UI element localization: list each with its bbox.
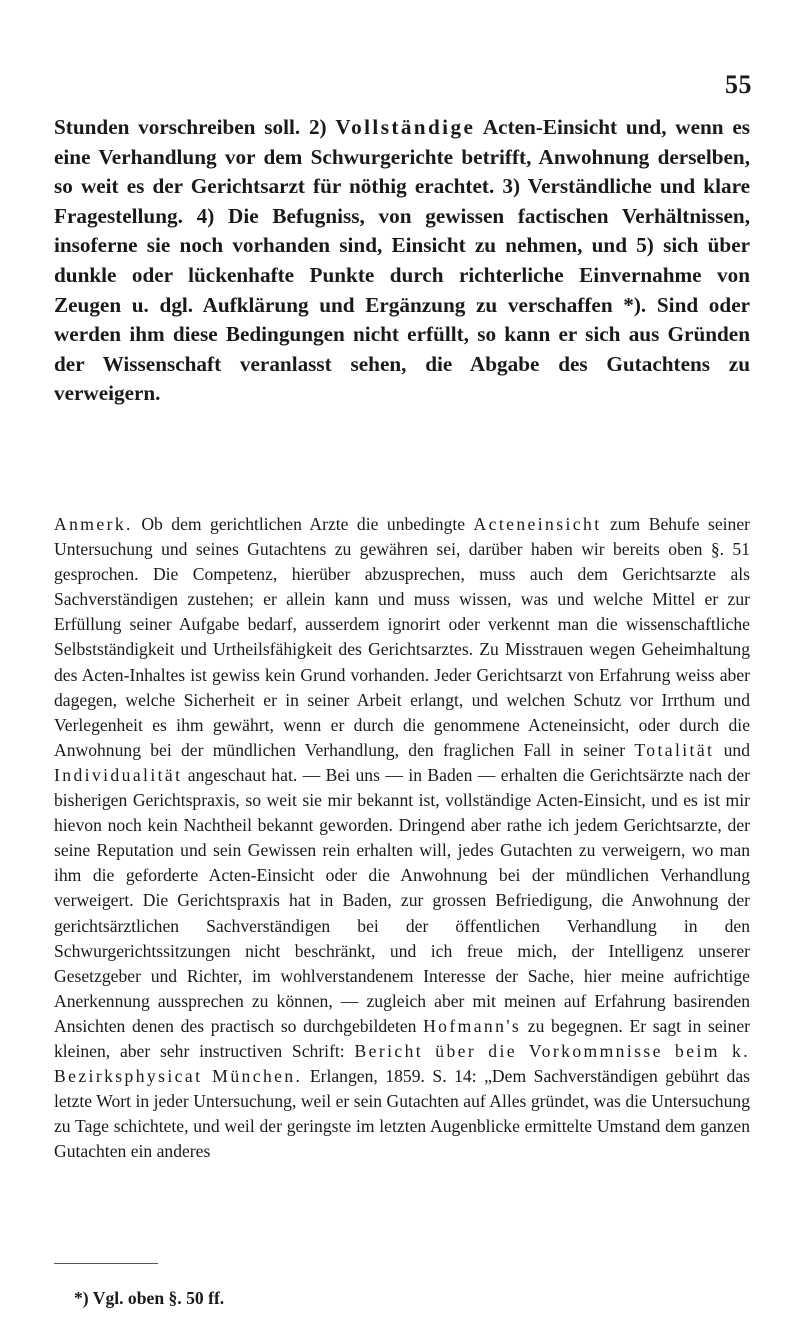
remark-text-part-2: zum Behufe seiner Untersuchung und seines Gutachtens zu gewähren sei, darüber haben wir bereits oben §. 51 gesprochen. Die Competenz, hierüber abzusprechen, muss auch dem Gerichtsarzte als Sachverständigen zustehen; er allein kann und muss wissen, was und welche Mittel er zur Erfüllung seiner Aufgabe bedarf, ausserdem ignorirt oder verkennt man die wissenschaftliche Selbstständigkeit und Urtheilsfähigkeit des Gerichtsarztes. Zu Misstrauen wegen Geheimhaltung des Acten-Inhaltes ist gewiss kein Grund vorhanden. Jeder Gerichtsarzt von Erfahrung weiss aber dagegen, welche Sicherheit er in seiner Arbeit erlangt, und welchen Schutz vor Irrthum und Verlegenheit es ihm gewährt, wenn er durch die genommene Acteneinsicht, oder durch die Anwohnung bei der mündlichen Verhandlung, den fraglichen Fall in seiner (54, 514, 750, 760)
remark-text-part-3: und (714, 739, 750, 760)
emphasis-acteneinsicht: Acteneinsicht (473, 514, 602, 534)
emphasis-hofmann: Hofmann's (423, 1015, 522, 1036)
remark-text-part-6: Erlangen, 1859. S. 14: „Dem Sachverständigen gebührt das letzte Wort in jeder Untersuchung, weil er sein Gutachten auf Alles gründet, was die Untersuchung zu Tage schichtete, und weil der geringste im letzten Augenblicke ermittelte Umstand dem ganzen Gutachten ein anderes (54, 1066, 750, 1162)
main-paragraph-text (54, 113, 750, 409)
remark-text-part-5: zu begegnen. Er sagt in seiner kleinen, aber sehr instructiven Schrift: (54, 1015, 750, 1061)
emphasis-vollstaendige: Vollständige (335, 115, 476, 139)
remark-label: Anmerk. (54, 514, 133, 534)
footnote-divider (54, 1263, 158, 1264)
page-number: 55 (725, 70, 752, 99)
main-paragraph (54, 113, 750, 409)
emphasis-individualitaet: Individualität (54, 764, 183, 785)
main-text-part-1: Stunden vorschreiben soll. 2) (54, 115, 336, 139)
remark-text-part-1: Ob dem gerichtlichen Arzte die unbedingte (132, 514, 474, 534)
remark-text-part-4: angeschaut hat. — Bei uns — in Baden — erhalten die Gerichtsärzte nach der bisherigen Gerichtspraxis, so weit sie mir bekannt ist, vollständige Acten-Einsicht, und es ist mir hievon noch kein Nachtheil bekannt geworden. Dringend aber rathe ich jedem Gerichtsarzte, der seine Reputation und sein Gewissen rein erhalten will, jedes Gutachten zu verweigern, wo man ihm die geforderte Acten-Einsicht oder die Anwohnung bei der mündlichen Verhandlung verweigert. Die Gerichtspraxis hat in Baden, zur grossen Befriedigung, die Anwohnung der gerichtsärztlichen Sachverständigen bei der öffentlichen Verhandlung in den Schwurgerichtssitzungen nicht beschränkt, und ich freue mich, der Intelligenz unserer Gesetzgeber und Richter, im wohlverstandenem Interesse der Sache, hier meine aufrichtige Anerkennung aussprechen zu können, — zugleich aber mit meinen auf Erfahrung basirenden Ansichten denen des practisch so durchgebildeten (54, 764, 750, 1036)
remark-text (54, 512, 750, 1164)
remark-paragraph (54, 512, 750, 1164)
emphasis-cited-work: Bericht über die Vorkommnisse beim k. Bezirksphysicat München. (54, 1040, 750, 1087)
main-text-part-2: Acten-Einsicht und, wenn es eine Verhandlung vor dem Schwurgerichte betrifft, Anwohnung derselben, so weit es der Gerichtsarzt für nöthig erachtet. 3) Verständliche und klare Fragestellung. 4) Die Befugniss, von gewissen factischen Verhältnissen, insoferne sie noch vorhanden sind, Einsicht zu nehmen, und 5) sich über dunkle oder lückenhafte Punkte durch richterliche Einvernahme von Zeugen u. dgl. Aufklärung und Ergänzung zu verschaffen *). Sind oder werden ihm diese Bedingungen nicht erfüllt, so kann er sich aus Gründen der Wissenschaft veranlasst sehen, die Abgabe des Gutachtens zu verweigern. (54, 115, 750, 406)
footnote: *) Vgl. oben §. 50 ff. (74, 1288, 225, 1308)
emphasis-totalitaet: Totalität (634, 739, 715, 760)
